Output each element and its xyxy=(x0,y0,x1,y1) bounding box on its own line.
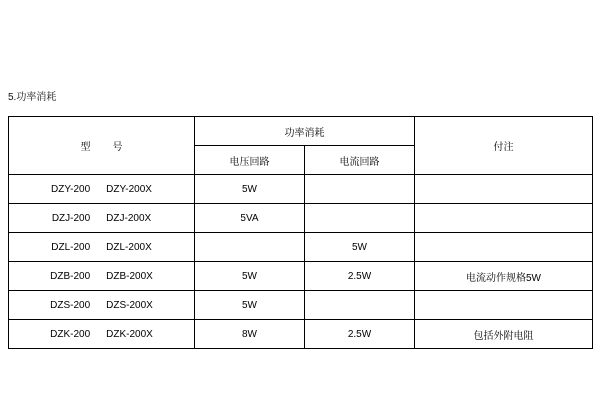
table-row xyxy=(9,320,593,349)
header-model xyxy=(9,117,195,175)
cell-model-a: DZL-200 xyxy=(51,241,91,253)
header-power: 功率消耗 xyxy=(195,117,415,146)
cell-voltage: 5W xyxy=(195,175,305,204)
power-consumption-table-wrapper xyxy=(8,116,592,349)
cell-model xyxy=(9,262,195,291)
table-body xyxy=(9,175,593,349)
cell-voltage xyxy=(195,233,305,262)
cell-model-a: DZJ-200 xyxy=(51,212,91,224)
cell-voltage: 8W xyxy=(195,320,305,349)
cell-model xyxy=(9,204,195,233)
cell-remark xyxy=(415,204,593,233)
cell-model xyxy=(9,175,195,204)
cell-remark: 电流动作规格5W xyxy=(415,262,593,291)
section-title: 5.功率消耗 xyxy=(8,92,57,103)
table-row xyxy=(9,262,593,291)
header-model-label: 型 号 xyxy=(80,142,129,153)
table-header-row-1 xyxy=(9,117,593,146)
table-row xyxy=(9,175,593,204)
table-row xyxy=(9,233,593,262)
cell-remark xyxy=(415,233,593,262)
cell-remark xyxy=(415,291,593,320)
cell-voltage: 5W xyxy=(195,291,305,320)
power-consumption-table xyxy=(8,116,593,349)
cell-model-a: DZK-200 xyxy=(50,328,91,340)
cell-model xyxy=(9,233,195,262)
cell-voltage: 5VA xyxy=(195,204,305,233)
table-row xyxy=(9,204,593,233)
cell-model-b: DZB-200X xyxy=(106,270,153,282)
cell-current: 2.5W xyxy=(305,320,415,349)
table-row xyxy=(9,291,593,320)
cell-current: 5W xyxy=(305,233,415,262)
cell-model-b: DZL-200X xyxy=(106,241,152,253)
cell-model xyxy=(9,291,195,320)
cell-model-a: DZS-200 xyxy=(50,299,91,311)
cell-model xyxy=(9,320,195,349)
cell-current: 2.5W xyxy=(305,262,415,291)
cell-voltage: 5W xyxy=(195,262,305,291)
cell-remark xyxy=(415,175,593,204)
cell-current xyxy=(305,291,415,320)
header-voltage-circuit: 电压回路 xyxy=(195,146,305,175)
cell-remark: 包括外附电阻 xyxy=(415,320,593,349)
cell-model-b: DZY-200X xyxy=(106,183,152,195)
table-head xyxy=(9,117,593,175)
header-remark: 付注 xyxy=(415,117,593,175)
cell-current xyxy=(305,204,415,233)
cell-model-b: DZJ-200X xyxy=(106,212,152,224)
cell-model-b: DZK-200X xyxy=(106,328,153,340)
header-current-circuit: 电流回路 xyxy=(305,146,415,175)
cell-model-a: DZY-200 xyxy=(51,183,91,195)
cell-model-b: DZS-200X xyxy=(106,299,153,311)
cell-model-a: DZB-200 xyxy=(50,270,91,282)
cell-current xyxy=(305,175,415,204)
